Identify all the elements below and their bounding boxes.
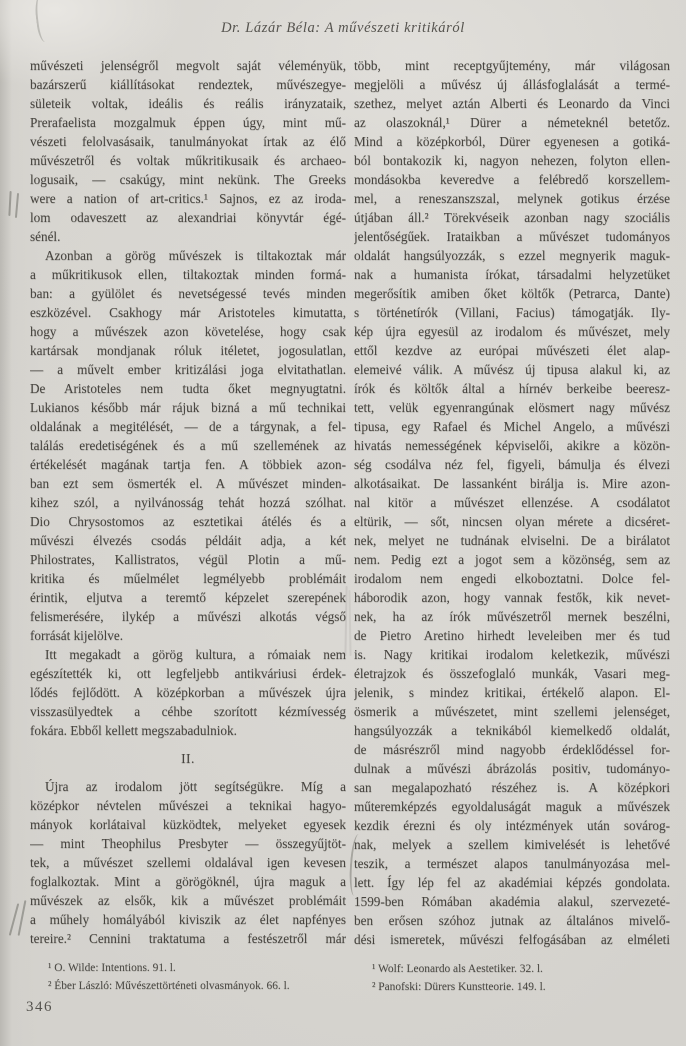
text-line: Újra az irodalom jött segítségükre. Míg a	[45, 779, 346, 794]
text-line: hangsúlyozzák a teknikából kiemelkedő oldalát,	[354, 723, 670, 738]
text-line: művészi élvezés csodás példáit adja, a két	[30, 533, 346, 548]
text-line: Itt megakadt a görög kultura, a rómaiak nem	[45, 647, 346, 662]
text-line: az olaszoknál,¹ Dürer a németeknél betetőz.	[354, 115, 670, 130]
text-line: — mint Theophilus Presbyter — összegyűjtöt-	[30, 836, 346, 851]
text-line: sületeik voltak, ideális és reális irányzataik,	[30, 96, 346, 111]
text-line: Mind a középkorból, Dürer egyenesen a gotiká-	[354, 134, 670, 149]
text-line: foglalkoztak. Mint a görögöknél, újra maguk a	[30, 874, 346, 889]
text-line: de másrészről mind nagyobb érdeklődéssel for-	[354, 742, 670, 757]
text-line: jelenik, s mindez kritikai, értékelő alapon. El-	[354, 685, 670, 700]
text-line: a műkritikusok ellen, tiltakoztak minden formá-	[30, 267, 346, 282]
margin-pen-mark	[18, 900, 27, 936]
text-line: útjában áll.² Törekvéseik azonban nagy szociális	[354, 210, 670, 225]
text-line: 1599-ben Rómában akadémia alakul, szervezeté-	[354, 894, 670, 909]
text-line: is. Nagy kritikai irodalom keletkezik, művészi	[354, 647, 670, 662]
text-line: lett. Így lép fel az akadémiai képzés gondolata.	[354, 875, 670, 890]
text-line: kihez szól, a nyilvánosság tehát hozzá szólhat.	[30, 495, 346, 510]
text-line: tipusa, egy Rafael és Michel Angelo, a művészi	[354, 419, 670, 434]
text-line: sénél.	[30, 229, 61, 244]
text-line: jelentőségűek. Irataikban a művészet tudományos	[354, 229, 670, 244]
text-line: san megalapozható részéhez is. A középkori	[354, 780, 670, 795]
page-number: 346	[26, 999, 53, 1015]
text-line: Dio Chrysostomos az esztetikai átélés és a	[30, 514, 346, 529]
text-line: megerősítik amiben őket költők (Petrarca, Dante)	[354, 286, 670, 301]
text-line: műteremképzés egyoldaluságát maguk a művészek	[354, 799, 670, 814]
text-line: were a nation of art-critics.¹ Sajnos, ez az iroda-	[30, 191, 346, 206]
text-line: ban: a gyülölet és nevetségessé tevés minden	[30, 286, 346, 301]
text-line: de Pietro Aretino hirhedt leveleiben mer és tud	[354, 628, 670, 643]
text-line: háborodik azon, hogy vannak festők, kik nevet-	[354, 590, 670, 605]
text-line: hivatás nemességének képviselői, akikre a közön-	[354, 438, 670, 453]
text-line: nak a humanista írókat, társadalmi helyzetüket	[354, 267, 670, 282]
column-left-text	[30, 56, 346, 948]
footnote: ² Éber László: Művészettörténeti olvasmányok. 66. l.	[48, 980, 290, 992]
text-line: irodalom nem engedi elkoboztatni. Dolce fel-	[354, 571, 670, 586]
text-line: tereire.² Cennini traktatuma a festészetről már	[30, 931, 346, 946]
text-line: középkor névtelen művészei a teknikai hagyo-	[30, 798, 346, 813]
text-line: kép újra egyesül az irodalom és művészet, mely	[354, 324, 670, 339]
section-heading: II.	[181, 751, 195, 766]
text-line: művészetről és voltak műkritikusaik és archaeo-	[30, 153, 346, 168]
text-line: tett, velük egyenrangúnak elösmert nagy művész	[354, 400, 670, 415]
text-line: érintik, eljutva a teremtő képzelet szerepének	[30, 590, 346, 605]
footnote: ¹ Wolf: Leonardo als Aestetiker. 32. l.	[372, 963, 543, 975]
text-line: Azonban a görög művészek is tiltakoztak már	[45, 248, 346, 263]
text-line: írók és költők által a hírnév berkeibe beeresz-	[354, 381, 670, 396]
text-line: elemeivé válik. A művész új tipusa alakul ki, az	[354, 362, 670, 377]
text-line: mel, a reneszanszszal, melynek gotikus érzése	[354, 191, 670, 206]
text-line: megjelöli a művész új állásfoglalását a termé-	[354, 77, 670, 92]
text-line: vészeti felolvasásaik, tanulmányokat írtak az élő	[30, 134, 346, 149]
text-line: értékelését magának tartja fen. A többiek azon-	[30, 457, 346, 472]
text-line: — a művelt ember kritizálási joga elvitathatlan.	[30, 362, 346, 377]
text-line: alkotásaikat. De lassanként birálja is. Mire azon-	[354, 476, 670, 491]
text-line: ség csodálva néz fel, figyeli, bámulja és élvezi	[354, 457, 670, 472]
text-line: eszközével. Csakhogy már Aristoteles kimutatta,	[30, 305, 346, 320]
text-line: kritika és műelmélet legmélyebb problémáit	[30, 571, 346, 586]
margin-pen-mark	[9, 903, 19, 935]
column-left	[30, 56, 346, 996]
text-line: ettől kezdve az európai művészeti élet alap-	[354, 343, 670, 358]
text-line: Prerafaelista mozgalmuk éppen úgy, mint mű-	[30, 115, 346, 130]
text-line: művészeti jelenségről megvolt saját véleményük,	[30, 58, 346, 73]
text-columns	[30, 56, 670, 996]
text-line: művészek az elsők, kik a művészet problémáit	[30, 893, 346, 908]
text-line: dési ismeretek, művészi felfogásában az elméleti	[354, 932, 670, 947]
text-line: fokára. Ebből kellett megszabadulniok.	[30, 723, 237, 738]
text-line: nak, melyek a szellem kimivelését is lehetővé	[354, 837, 670, 852]
running-header: Dr. Lázár Béla: A művészeti kritikáról	[221, 20, 465, 36]
text-line: Lukianos később már rájuk bizná a mű technikai	[30, 400, 346, 415]
text-line: ben erősen szóhoz jutnak az általános mivelő-	[354, 913, 670, 928]
text-line: nek, melyet ne tudnának elviselni. De a birálatot	[354, 533, 670, 548]
margin-pen-mark	[8, 191, 11, 216]
footnote: ¹ O. Wilde: Intentions. 91. l.	[48, 962, 176, 974]
text-line: De Aristoteles nem tudta őket megnyugtatni.	[30, 381, 346, 396]
text-line: a műhely homályából kiviszik az élet napfényes	[30, 912, 346, 927]
text-line: lődés fejlődött. A középkorban a művészek újra	[30, 685, 346, 700]
text-line: kezdik érezni és oly intézmények után sovárog-	[354, 818, 670, 833]
text-line: nem. Pedig ezt a jogot sem a közönség, sem az	[354, 552, 670, 567]
margin-pen-mark	[15, 193, 19, 218]
column-right	[354, 56, 670, 996]
text-line: nal kitör a művészet ellenzése. A csodálatot	[354, 495, 670, 510]
text-line: egészítették ki, ott legfeljebb antikváriusi érdek-	[30, 666, 346, 681]
text-line: oldalát hangsúlyozzák, s ezzel megnyerik maguk-	[354, 248, 670, 263]
text-line: eltürik, — sőt, nincsen olyan mérete a dicséret-	[354, 514, 670, 529]
text-line: életrajzok és összefoglaló munkák, Vasari meg-	[354, 666, 670, 681]
text-line: Philostrates, Kallistratos, végül Plotin a mű-	[30, 552, 346, 567]
text-line: s történetírók (Villani, Facius) támogatják. Ily-	[354, 305, 670, 320]
text-line: tek, a művészet szellemi oldalával igen kevesen	[30, 855, 346, 870]
text-line: oldalának a megitélését, — de a tárgynak, a fel-	[30, 419, 346, 434]
text-line: forrását kijelölve.	[30, 628, 124, 643]
text-line: visszasülyedtek a céhbe szorított kézmívesség	[30, 704, 346, 719]
text-line: ösmerik a művészetet, mint szellemi jelenséget,	[354, 704, 670, 719]
text-line: több, mint receptgyűjtemény, már világosan	[354, 58, 670, 73]
footnotes-right	[354, 960, 670, 996]
footnotes-left	[30, 959, 346, 995]
text-line: ból bontakozik ki, nagyon nehezen, folyton ellen-	[354, 153, 670, 168]
column-right-text	[354, 56, 670, 949]
text-line: mondásokba keveredve a felébredő korszellem-	[354, 172, 670, 187]
text-line: ban ezt sem ösmerték el. A művészet minden-	[30, 476, 346, 491]
text-line: találás eredetiségének és a mű szellemének az	[30, 438, 346, 453]
text-line: felismerésére, ilykép a művészi alkotás végső	[30, 609, 346, 624]
text-line: mányok korlátaival küzködtek, melyeket egyesek	[30, 817, 346, 832]
text-line: bazárszerű kiállításokat rendeztek, művészegye-	[30, 77, 346, 92]
text-line: logusaik, — csakúgy, mint nekünk. The Greeks	[30, 172, 346, 187]
text-line: dulnak a művészi ábrázolás positiv, tudományo-	[354, 761, 670, 776]
text-line: nek, ha az írók művészetről mernek beszélni,	[354, 609, 670, 624]
text-line: hogy a művészek azon követelése, hogy csak	[30, 324, 346, 339]
footnote: ² Panofski: Dürers Kunstteorie. 149. l.	[372, 981, 546, 993]
text-line: lom odaveszett az alexandriai könyvtár égé-	[30, 210, 346, 225]
text-line: teszik, a természet alapos tanulmányozása mel-	[354, 856, 670, 871]
text-line: szethez, melyet aztán Alberti és Leonardo da Vinci	[354, 96, 670, 111]
text-line: kartársak mondjanak róluk itéletet, jogosulatlan,	[30, 343, 346, 358]
